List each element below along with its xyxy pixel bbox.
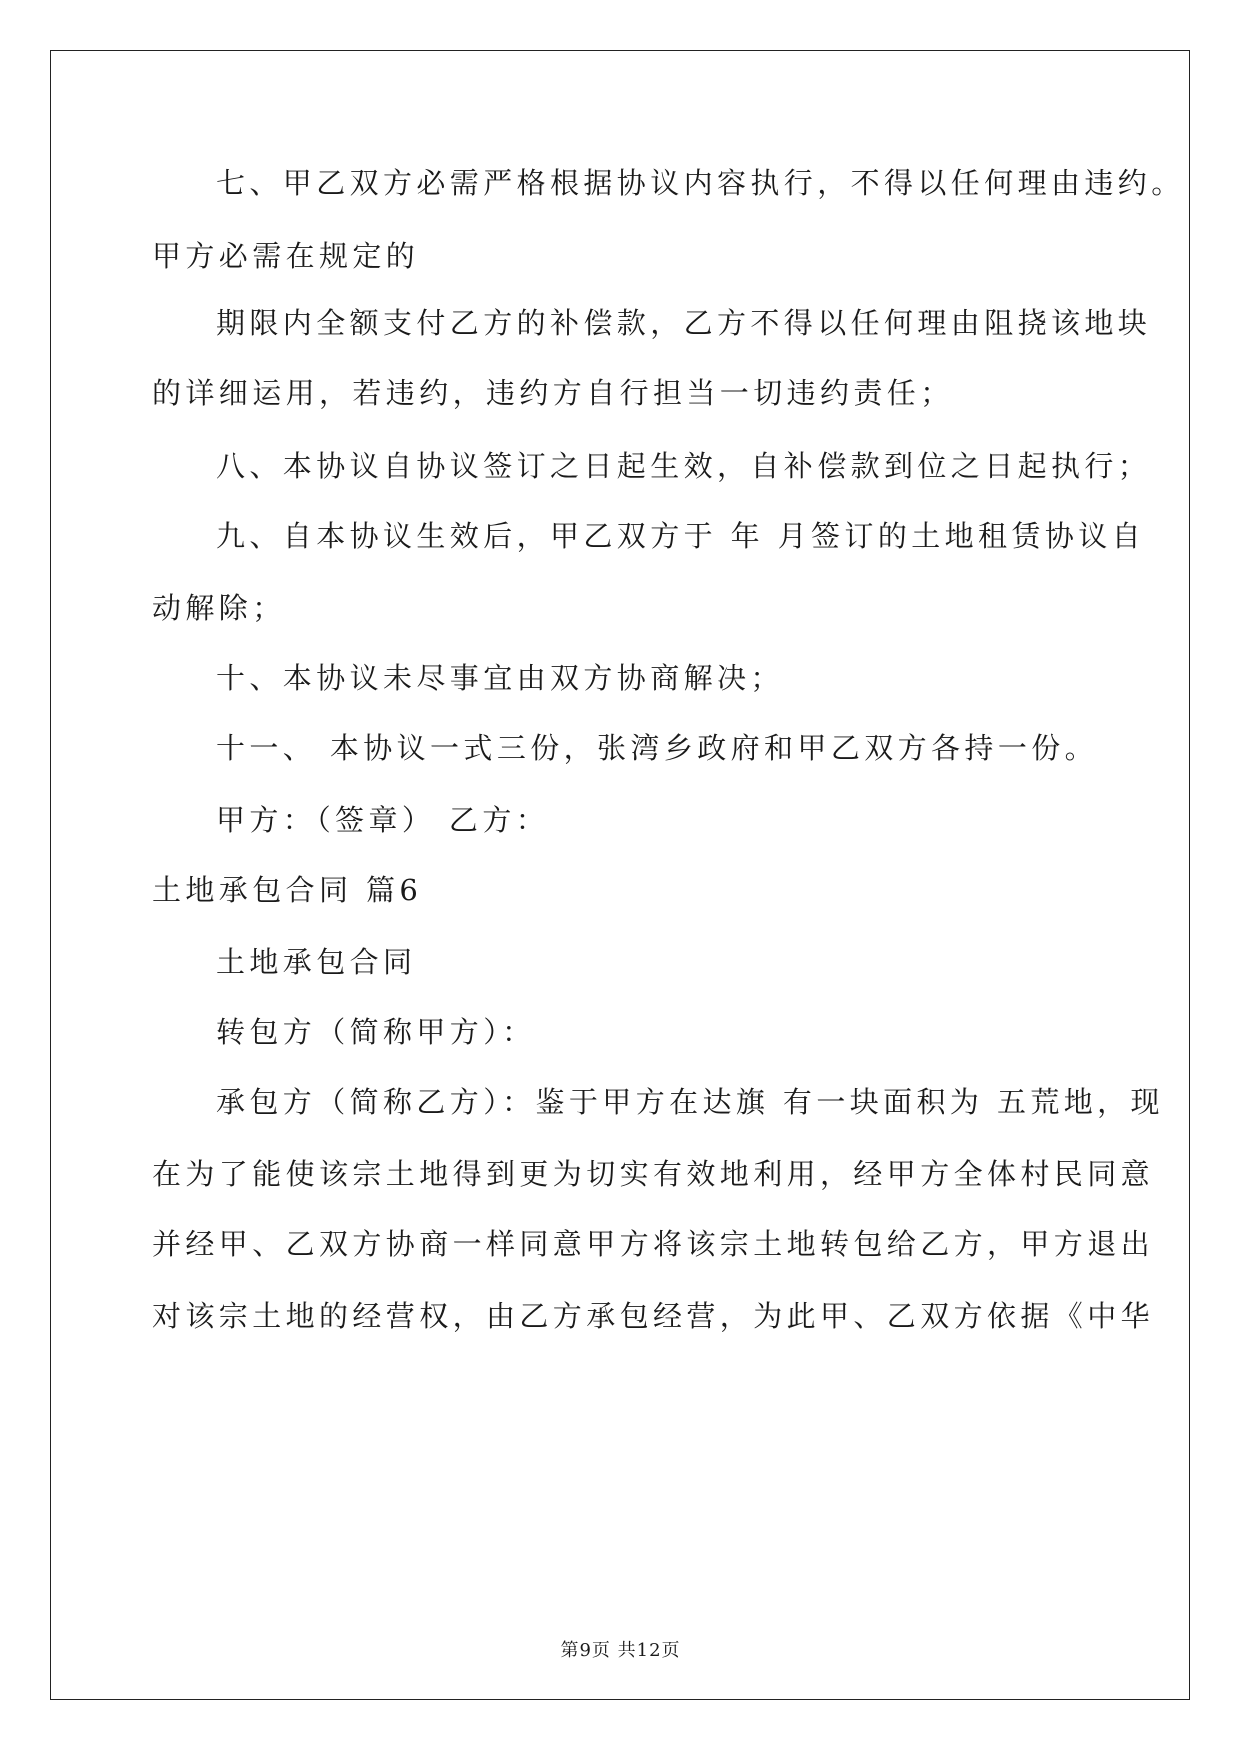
paragraph-line: 十、本协议未尽事宜由双方协商解决； [216,661,784,695]
paragraph-line: 七、甲乙双方必需严格根据协议内容执行，不得以任何理由违约。 [216,166,1185,200]
section-heading: 土地承包合同 篇6 [152,873,423,907]
paragraph-line: 并经甲、乙双方协商一样同意甲方将该宗土地转包给乙方，甲方退出 [152,1227,1155,1261]
party-b-line: 承包方（简称乙方）：鉴于甲方在达旗 有一块面积为 五荒地，现 [216,1085,1164,1119]
contract-title: 土地承包合同 [216,945,417,979]
paragraph-line: 对该宗土地的经营权，由乙方承包经营，为此甲、乙双方依据《中华 [152,1299,1155,1333]
paragraph-line: 九、自本协议生效后，甲乙双方于 年 月签订的土地租赁协议自 [216,519,1146,553]
paragraph-line: 十一、 本协议一式三份，张湾乡政府和甲乙双方各持一份。 [216,731,1099,765]
page-number-footer: 第9页 共12页 [560,1640,681,1661]
party-a-line: 转包方（简称甲方）： [216,1015,536,1049]
signature-line: 甲方：（签章） 乙方： [216,803,550,837]
paragraph-line: 八、本协议自协议签订之日起生效，自补偿款到位之日起执行； [216,449,1152,483]
paragraph-line: 的详细运用，若违约，违约方自行担当一切违约责任； [152,376,954,410]
paragraph-line: 在为了能使该宗土地得到更为切实有效地利用，经甲方全体村民同意 [152,1157,1155,1191]
paragraph-line: 动解除； [152,591,286,625]
paragraph-line: 期限内全额支付乙方的补偿款，乙方不得以任何理由阻挠该地块 [216,306,1152,340]
paragraph-line: 甲方必需在规定的 [152,239,420,273]
